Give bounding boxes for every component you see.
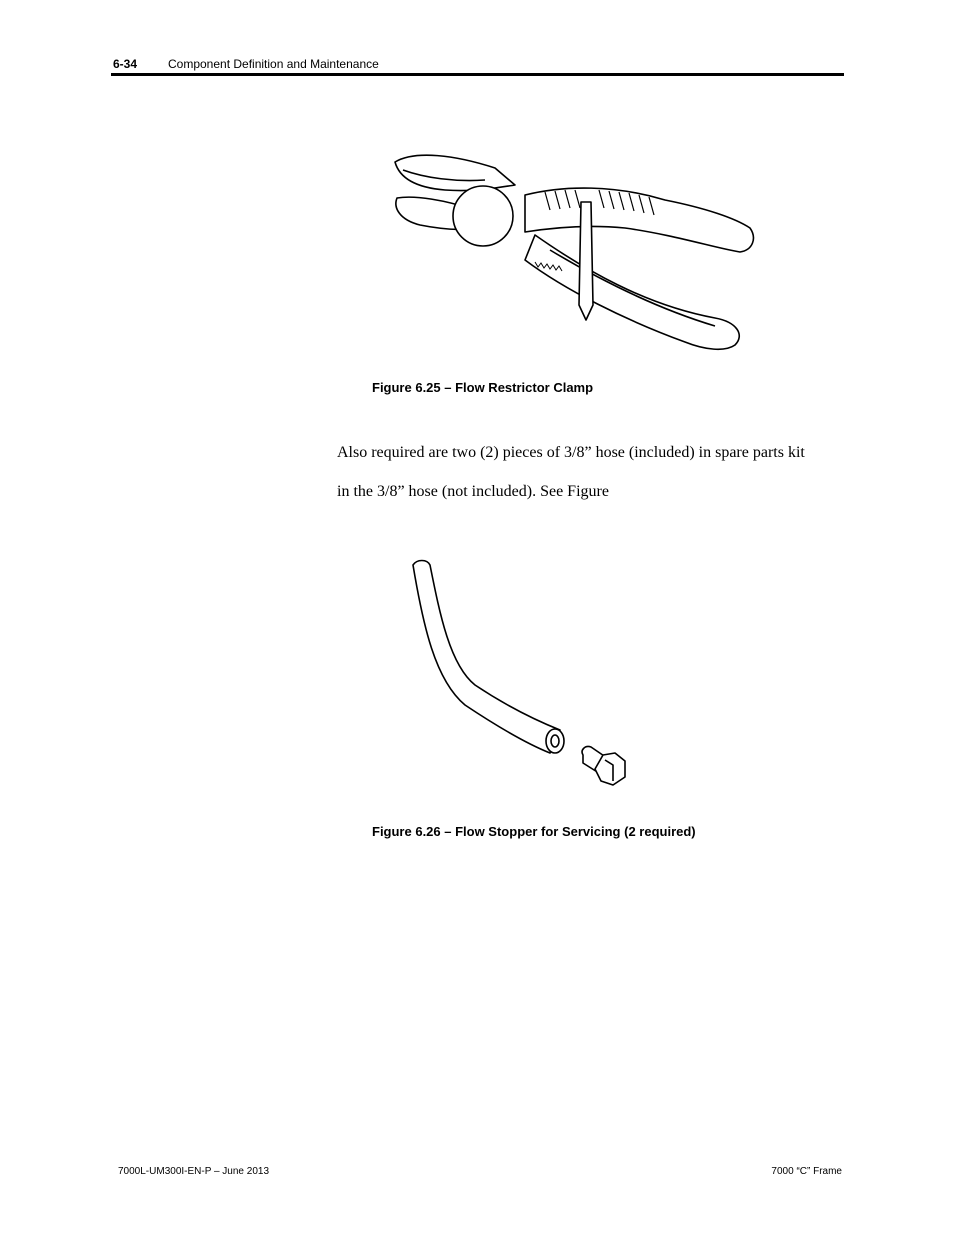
body-paragraph-line: Also required are two (2) pieces of 3/8” hose (included) in spare parts kit [337, 444, 805, 461]
section-title: Component Definition and Maintenance [168, 57, 379, 71]
flow-stopper-illustration [405, 555, 635, 795]
body-paragraph-line: in the 3/8” hose (not included). See Figure [337, 483, 609, 500]
page-number: 6-34 [113, 57, 138, 71]
footer-product-name: 7000 “C” Frame [771, 1166, 842, 1177]
figure-caption: Figure 6.26 – Flow Stopper for Servicing (2 required) [372, 824, 696, 839]
figure-caption: Figure 6.25 – Flow Restrictor Clamp [372, 380, 594, 395]
footer-doc-id: 7000L-UM300I-EN-P – June 2013 [118, 1166, 270, 1177]
page-header [111, 56, 844, 76]
flow-restrictor-clamp-illustration [385, 140, 755, 360]
